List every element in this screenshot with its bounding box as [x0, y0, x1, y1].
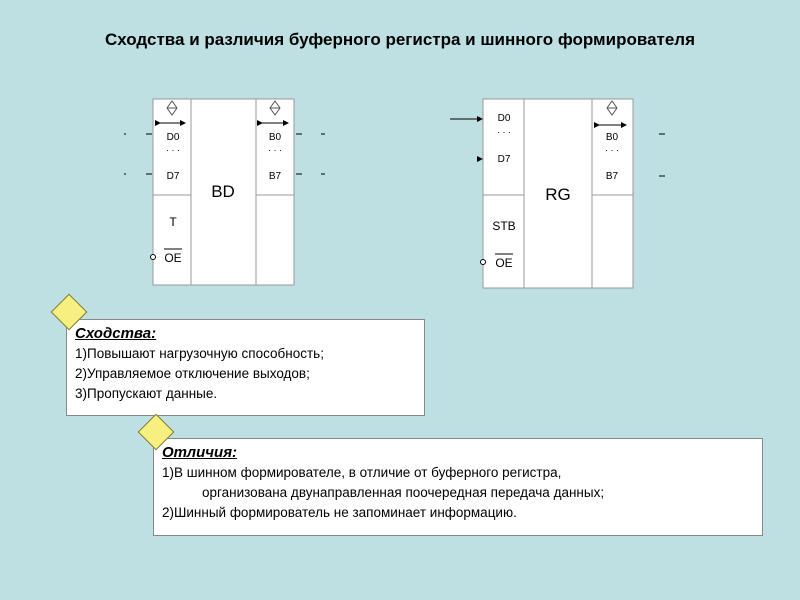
similarity-item: 1)Повышают нагрузочную способность; [75, 346, 324, 361]
bd-d7-label: D7 [166, 171, 180, 182]
page-title: Сходства и различия буферного регистра и шинного формирователя [104, 30, 696, 49]
differences-box [153, 438, 763, 536]
similarities-box [66, 319, 425, 416]
svg-text:· · ·: · · · [497, 127, 511, 137]
rg-oe-label: OE [495, 256, 513, 270]
svg-text:· · ·: · · · [166, 145, 180, 155]
difference-item: 2)Шинный формирователь не запоминает информацию. [162, 505, 517, 520]
similarity-item: 2)Управляемое отключение выходов; [75, 366, 310, 381]
bd-b0-label: B0 [268, 132, 282, 143]
bd-block [124, 99, 325, 285]
bd-name: BD [211, 182, 235, 201]
rg-block [450, 99, 665, 288]
svg-text:· · ·: · · · [605, 145, 619, 155]
inversion-circle [481, 260, 486, 265]
similarities-heading: Сходства: [75, 325, 157, 342]
bd-t-label: T [169, 215, 177, 229]
rg-b7-label: B7 [605, 171, 619, 182]
difference-item: 1)В шинном формирователе, в отличие от буферного регистра, [162, 465, 562, 480]
bd-b7-label: B7 [268, 171, 282, 182]
bd-oe-label: OE [164, 251, 182, 265]
rg-name: RG [545, 185, 571, 204]
similarity-item: 3)Пропускают данные. [75, 386, 218, 401]
rg-d7-label: D7 [497, 154, 511, 165]
rg-d0-label: D0 [497, 113, 511, 124]
inversion-circle [151, 255, 156, 260]
svg-text:· · ·: · · · [268, 145, 282, 155]
differences-heading: Отличия: [162, 444, 238, 461]
bd-d0-label: D0 [166, 132, 180, 143]
rg-stb-label: STB [492, 219, 516, 233]
difference-item-continuation: организована двунаправленная поочередная передача данных; [202, 485, 605, 500]
rg-b0-label: B0 [605, 132, 619, 143]
